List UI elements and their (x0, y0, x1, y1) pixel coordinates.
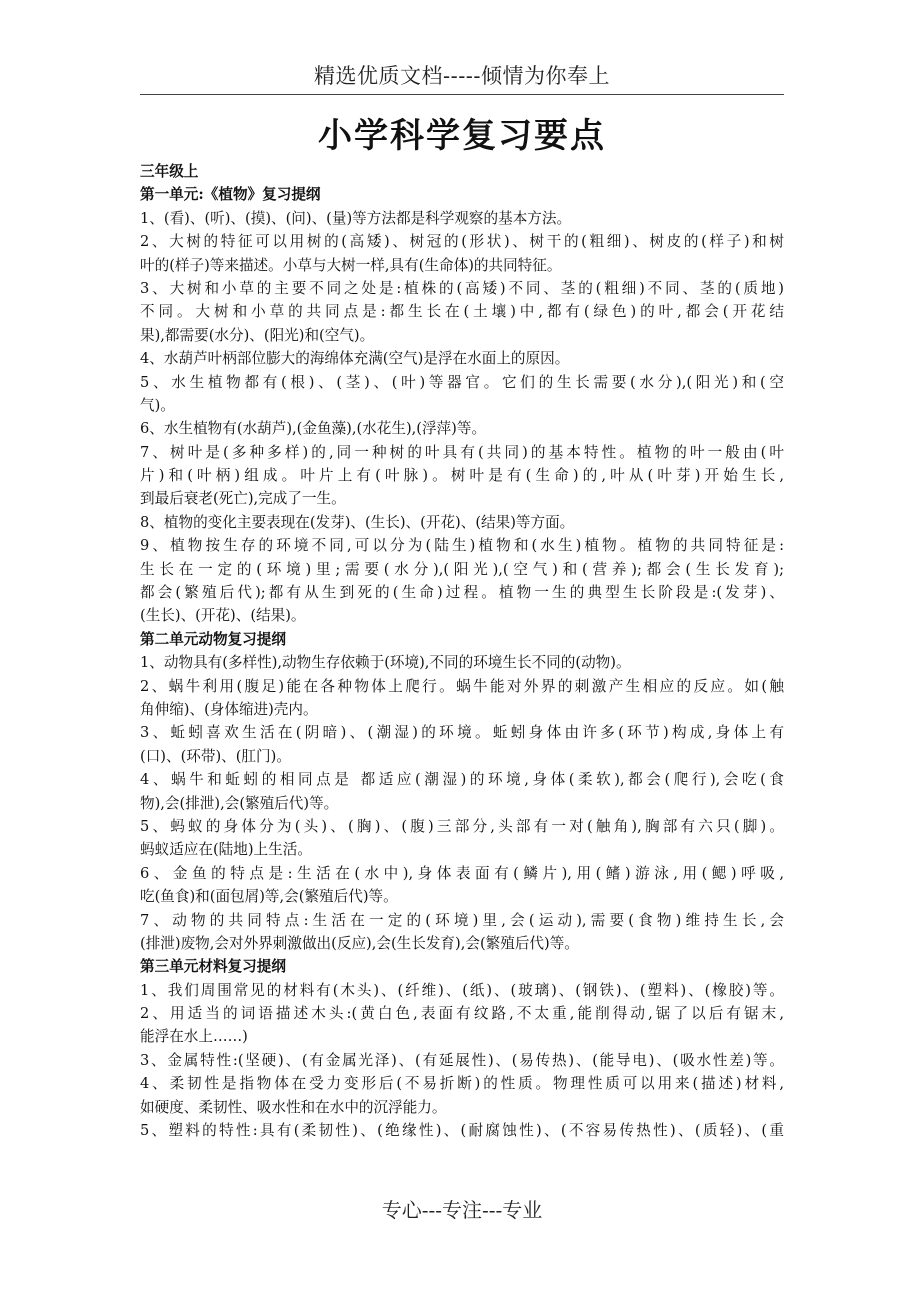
text-line: 5、塑料的特性:具有(柔韧性)、(绝缘性)、(耐腐蚀性)、(不容易传热性)、(质轻)、(重 (140, 1122, 784, 1140)
text-line: 吃(鱼食)和(面包屑)等,会(繁殖后代)等。 (140, 888, 398, 906)
page-header: 精选优质文档-----倾情为你奉上 (314, 64, 610, 88)
text-line: 1、我们周围常见的材料有(木头)、(纤维)、(纸)、(玻璃)、(钢铁)、(塑料)、(橡胶)等。 (140, 981, 784, 999)
text-line: 片)和(叶柄)组成。叶片上有(叶脉)。树叶是有(生命)的,叶从(叶芽)开始生长, (140, 467, 784, 485)
text-line: 气)。 (140, 396, 175, 414)
text-line: 果),都需要(水分)、(阳光)和(空气)。 (140, 326, 375, 344)
text-line: 8、植物的变化主要表现在(发芽)、(生长)、(开花)、(结果)等方面。 (140, 513, 575, 531)
text-line: 3、蚯蚓喜欢生活在(阴暗)、(潮湿)的环境。蚯蚓身体由许多(环节)构成,身体上有 (140, 724, 784, 742)
document-title: 小学科学复习要点 (318, 116, 606, 156)
text-line: 2、大树的特征可以用树的(高矮)、树冠的(形状)、树干的(粗细)、树皮的(样子)和树 (140, 233, 784, 251)
text-line: 能浮在水上……) (140, 1028, 248, 1046)
text-line: 蚂蚁适应在(陆地)上生活。 (140, 841, 312, 859)
text-line: 3、大树和小草的主要不同之处是:植株的(高矮)不同、茎的(粗细)不同、茎的(质地) (140, 279, 784, 297)
text-line: 如硬度、柔韧性、吸水性和在水中的沉浮能力。 (140, 1098, 447, 1116)
section-heading: 第一单元:《植物》复习提纲 (140, 186, 321, 204)
page-footer: 专心---专注---专业 (381, 1198, 543, 1222)
text-line: 到最后衰老(死亡),完成了一生。 (140, 490, 346, 508)
text-line: 6、水生植物有(水葫芦),(金鱼藻),(水花生),(浮萍)等。 (140, 420, 487, 438)
text-line: (口)、(环带)、(肛门)。 (140, 747, 291, 765)
text-line: 叶的(样子)等来描述。小草与大树一样,具有(生命体)的共同特征。 (140, 256, 562, 274)
text-line: 4、柔韧性是指物体在受力变形后(不易折断)的性质。物理性质可以用来(描述)材料, (140, 1075, 784, 1093)
text-line: 2、蜗牛利用(腹足)能在各种物体上爬行。蜗牛能对外界的刺激产生相应的反应。如(触 (140, 677, 784, 695)
text-line: 生长在一定的(环境)里;需要(水分),(阳光),(空气)和(营养);都会(生长发育); (140, 560, 784, 578)
text-line: 都会(繁殖后代);都有从生到死的(生命)过程。植物一生的典型生长阶段是:(发芽)、 (140, 584, 784, 602)
text-line: (排泄)废物,会对外界刺激做出(反应),会(生长发育),会(繁殖后代)等。 (140, 934, 579, 952)
text-line: 角伸缩)、(身体缩进)壳内。 (140, 700, 318, 718)
text-line: 4、蜗牛和蚯蚓的相同点是 都适应(潮湿)的环境,身体(柔软),都会(爬行),会吃(食 (140, 771, 784, 789)
section-heading: 第二单元动物复习提纲 (140, 630, 286, 648)
text-line: 7、树叶是(多种多样)的,同一种树的叶具有(共同)的基本特性。植物的叶一般由(叶 (140, 443, 784, 461)
text-line: 1、动物具有(多样性),动物生存依赖于(环境),不同的环境生长不同的(动物)。 (140, 654, 631, 672)
header-divider (140, 94, 784, 95)
text-line: 不同。大树和小草的共同点是:都生长在(土壤)中,都有(绿色)的叶,都会(开花结 (140, 303, 784, 321)
text-line: 5、蚂蚁的身体分为(头)、(胸)、(腹)三部分,头部有一对(触角),胸部有六只(脚)。 (140, 817, 784, 835)
text-line: 7、动物的共同特点:生活在一定的(环境)里,会(运动),需要(食物)维持生长,会 (140, 911, 784, 929)
text-line: (生长)、(开花)、(结果)。 (140, 607, 306, 625)
text-line: 2、用适当的词语描述木头:(黄白色,表面有纹路,不太重,能削得动,锯了以后有锯末, (140, 1005, 784, 1023)
text-line: 6、金鱼的特点是:生活在(水中),身体表面有(鳞片),用(鳍)游泳,用(鳃)呼吸, (140, 864, 784, 882)
text-line: 物),会(排泄),会(繁殖后代)等。 (140, 794, 339, 812)
text-line: 5、水生植物都有(根)、(茎)、(叶)等器官。它们的生长需要(水分),(阳光)和(空 (140, 373, 784, 391)
text-line: 9、植物按生存的环境不同,可以分为(陆生)植物和(水生)植物。植物的共同特征是: (140, 537, 784, 555)
section-heading: 第三单元材料复习提纲 (140, 958, 286, 976)
document-body (140, 160, 784, 1142)
section-heading: 三年级上 (140, 163, 199, 180)
text-line: 1、(看)、(听)、(摸)、(问)、(量)等方法都是科学观察的基本方法。 (140, 209, 572, 227)
text-line: 3、金属特性:(坚硬)、(有金属光泽)、(有延展性)、(易传热)、(能导电)、(吸水性差)等。 (140, 1051, 784, 1069)
text-line: 4、水葫芦叶柄部位膨大的海绵体充满(空气)是浮在水面上的原因。 (140, 350, 570, 368)
